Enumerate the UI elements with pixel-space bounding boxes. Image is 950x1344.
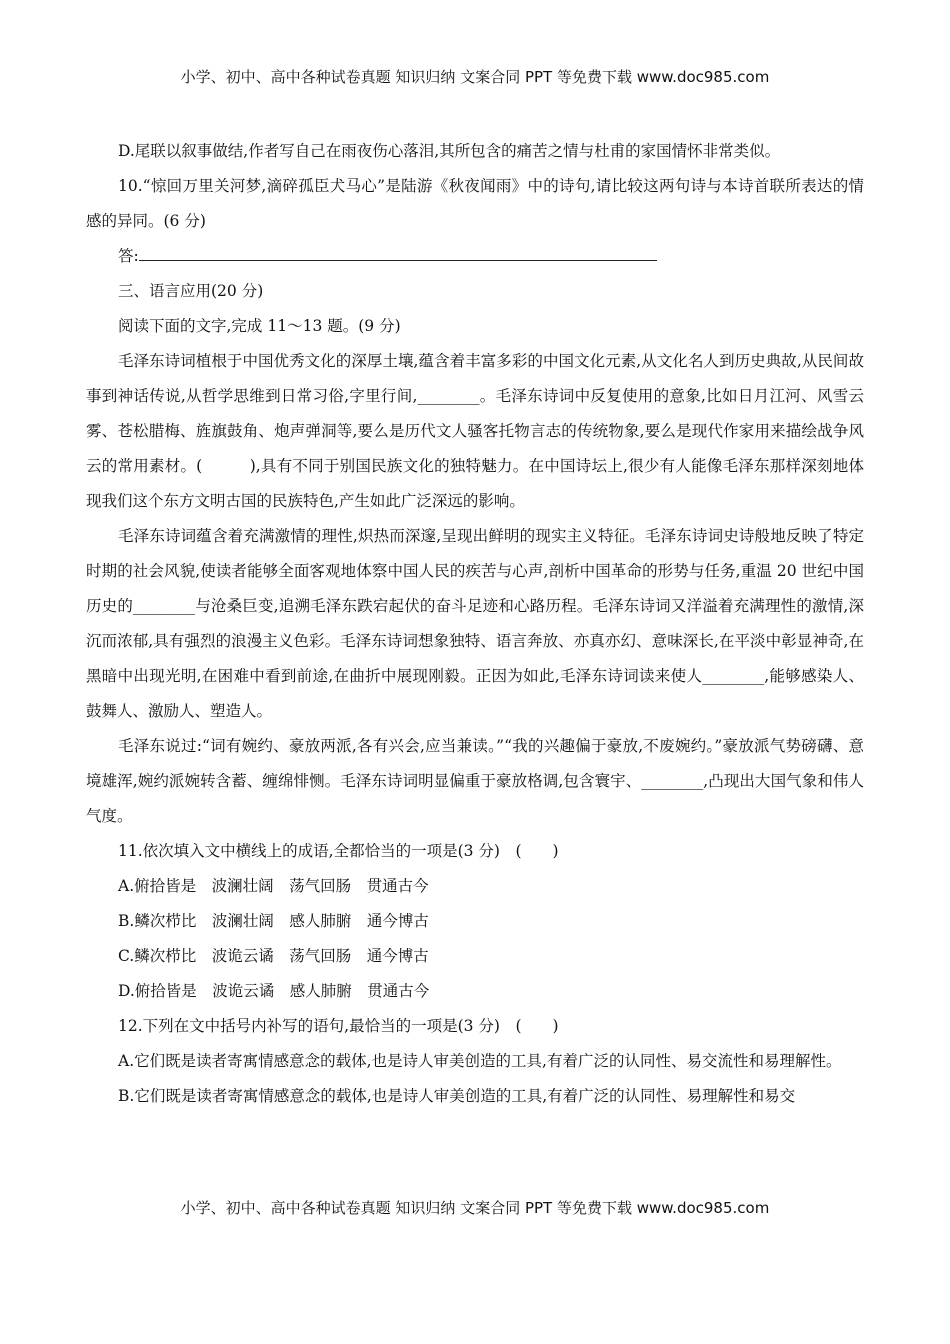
- question-11-option-a: A.俯拾皆是 波澜壮阔 荡气回肠 贯通古今: [118, 877, 429, 895]
- passage-paragraph-2: 毛泽东诗词蕴含着充满激情的理性,炽热而深邃,呈现出鲜明的现实主义特征。毛泽东诗词史诗般地反映了特定时期的社会风貌,使读者能够全面客观地体察中国人民的疾苦与心声,剖析中国革命的形势与任务,重温 20 世纪中国历史的________与沧桑巨变,追溯毛泽东跌宕起伏的奋斗足迹和心路历程。毛泽东诗词又洋溢着充满理性的激情,深沉而浓郁,具有强烈的浪漫主义色彩。毛泽东诗词想象独特、语言奔放、亦真亦幻、意味深长,在平淡中彰显神奇,在黑暗中出现光明,在困难中看到前途,在曲折中展现刚毅。正因为如此,毛泽东诗词读来使人________,能够感染人、鼓舞人、激励人、塑造人。: [86, 527, 864, 720]
- question-12: 12.下列在文中括号内补写的语句,最恰当的一项是(3 分) ( ): [118, 1017, 559, 1035]
- question-11-option-c: C.鳞次栉比 波诡云谲 荡气回肠 通今博古: [118, 947, 429, 965]
- document-body: [86, 134, 864, 1114]
- question-12-option-a: A.它们既是读者寄寓情感意念的载体,也是诗人审美创造的工具,有着广泛的认同性、易交流性和易理解性。: [118, 1052, 842, 1070]
- question-10: 10.“惊回万里关河梦,滴碎孤臣犬马心”是陆游《秋夜闻雨》中的诗句,请比较这两句诗与本诗首联所表达的情感的异同。(6 分): [86, 177, 864, 230]
- question-11-option-b: B.鳞次栉比 波澜壮阔 感人肺腑 通今博古: [118, 912, 429, 930]
- question-12-option-b: B.它们既是读者寄寓情感意念的载体,也是诗人审美创造的工具,有着广泛的认同性、易理解性和易交: [118, 1087, 796, 1105]
- question-11-option-d: D.俯拾皆是 波诡云谲 感人肺腑 贯通古今: [118, 982, 430, 1000]
- answer-label: 答:: [118, 247, 139, 265]
- page-header: 小学、初中、高中各种试卷真题 知识归纳 文案合同 PPT 等免费下载 www.doc985.com: [180, 68, 770, 86]
- reading-instruction: 阅读下面的文字,完成 11～13 题。(9 分): [118, 317, 401, 335]
- passage-paragraph-3: 毛泽东说过:“词有婉约、豪放两派,各有兴会,应当兼读。”“我的兴趣偏于豪放,不废婉约。”豪放派气势磅礴、意境雄浑,婉约派婉转含蓄、缠绵悱恻。毛泽东诗词明显偏重于豪放格调,包含寰宇、________,凸现出大国气象和伟人气度。: [86, 737, 864, 825]
- answer-blank: [139, 259, 657, 261]
- option-d-previous-question: D.尾联以叙事做结,作者写自己在雨夜伤心落泪,其所包含的痛苦之情与杜甫的家国情怀非常类似。: [118, 142, 781, 160]
- question-11: 11.依次填入文中横线上的成语,全都恰当的一项是(3 分) ( ): [118, 842, 559, 860]
- page-footer: 小学、初中、高中各种试卷真题 知识归纳 文案合同 PPT 等免费下载 www.doc985.com: [180, 1199, 770, 1217]
- passage-paragraph-1: 毛泽东诗词植根于中国优秀文化的深厚土壤,蕴含着丰富多彩的中国文化元素,从文化名人到历史典故,从民间故事到神话传说,从哲学思维到日常习俗,字里行间,________。毛泽东诗词中反复使用的意象,比如日月江河、风雪云雾、苍松腊梅、旌旗鼓角、炮声弹洞等,要么是历代文人骚客托物言志的传统物象,要么是现代作家用来描绘战争风云的常用素材。( ),具有不同于别国民族文化的独特魅力。在中国诗坛上,很少有人能像毛泽东那样深刻地体现我们这个东方文明古国的民族特色,产生如此广泛深远的影响。: [86, 352, 864, 510]
- answer-line: [86, 239, 864, 274]
- section-3-title: 三、语言应用(20 分): [118, 282, 264, 300]
